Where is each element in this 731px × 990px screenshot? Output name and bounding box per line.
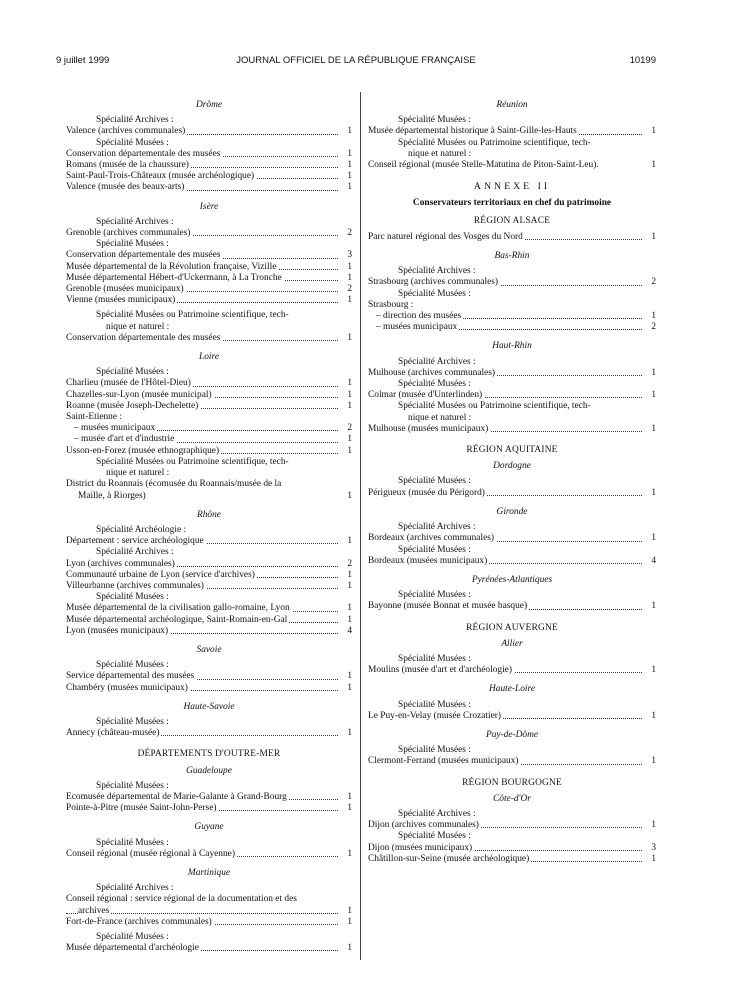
specialty-label: Spécialité Musées :	[96, 932, 169, 942]
list-item: Villeurbanne (archives communales) 1	[66, 580, 352, 591]
list-item: Clermont-Ferrand (musées municipaux) 1	[368, 756, 656, 767]
specialty-label: Spécialité Musées :	[398, 544, 471, 555]
list-item: Pointe-à-Pitre (musée Saint-John-Perse) 1	[66, 803, 352, 814]
section-heading-dom: DÉPARTEMENTS D'OUTRE-MER	[137, 749, 281, 760]
list-item: Vienne (musées municipaux) 1	[66, 295, 352, 306]
list-item: Conseil régional (musée Stelle-Matutina de Piton-Saint-Leu). 1	[368, 160, 656, 171]
list-item: Service départemental des musées 1	[66, 671, 352, 682]
list-item: Communauté urbaine de Lyon (service d'archives) 1	[66, 569, 352, 580]
specialty-label: Spécialité Musées :	[398, 699, 471, 710]
specialty-label: Spécialité Musées :	[398, 115, 471, 126]
list-item: Bordeaux (archives communales) 1	[368, 533, 656, 544]
specialty-label: Spécialité Musées :	[96, 716, 169, 727]
list-item: Chazelles-sur-Lyon (musée municipal) 1	[66, 389, 352, 400]
list-item: Dijon (musées municipaux) 3	[368, 842, 656, 853]
list-item: Musée départemental de la Révolution française, Vizille 1	[66, 261, 352, 272]
list-item: Périgueux (musée du Périgord) 1	[368, 487, 656, 498]
specialty-label-cont: nique et naturel :	[106, 321, 170, 332]
list-item: Annecy (château-musée) 1	[66, 728, 352, 739]
dept-heading-dordogne: Dordogne	[493, 461, 531, 472]
header-date: 9 juillet 1999	[56, 55, 110, 66]
list-item: Saint-Paul-Trois-Châteaux (musée archéologique) 1	[66, 171, 352, 182]
list-item: Le Puy-en-Velay (musée Crozatier) 1	[368, 710, 656, 721]
dept-heading-guadeloupe: Guadeloupe	[186, 765, 232, 776]
list-item: – musée d'art et d'industrie 1	[66, 434, 352, 445]
specialty-label: Spécialité Archives :	[96, 547, 174, 558]
header-page-number: 10199	[629, 55, 656, 66]
list-item: Châtillon-sur-Seine (musée archéologique) 1	[368, 853, 656, 864]
specialty-label-cont: nique et naturel :	[408, 412, 472, 423]
column-divider	[360, 92, 361, 960]
list-item: Conseil régional (musée régional à Cayenne) 1	[66, 848, 352, 859]
dept-heading-rhone: Rhône	[197, 509, 221, 520]
specialty-label: Spécialité Musées :	[398, 288, 471, 299]
list-item: – musées municipaux 2	[66, 423, 352, 434]
specialty-label: Spécialité Musées :	[398, 476, 471, 487]
specialty-label: Spécialité Musées :	[96, 239, 169, 250]
dept-heading-haute-savoie: Haute-Savoie	[183, 701, 235, 712]
dept-heading-puy-de-dome: Puy-de-Dôme	[485, 729, 539, 740]
list-item: Conservation départementale des musées 3	[66, 250, 352, 261]
dept-heading-haute-loire: Haute-Loire	[488, 684, 535, 695]
specialty-label: Spécialité Archéologie :	[96, 524, 187, 535]
header-journal-title: JOURNAL OFFICIEL DE LA RÉPUBLIQUE FRANÇAISE	[236, 55, 476, 66]
list-item: Strasbourg :	[368, 299, 414, 310]
specialty-label: Spécialité Musées ou Patrimoine scientifique, tech-	[96, 456, 289, 467]
list-item: Chambéry (musées municipaux) 1	[66, 682, 352, 693]
list-item: Moulins (musée d'art et d'archéologie) 1	[368, 665, 656, 676]
list-item-cont: Maille, à Riorges) 1	[78, 490, 352, 501]
dept-heading-martinique: Martinique	[187, 867, 231, 878]
region-heading-alsace: RÉGION ALSACE	[473, 215, 551, 226]
list-item: Musée départemental archéologique, Saint-Romain-en-Gal 1	[66, 614, 352, 625]
specialty-label: Spécialité Musées :	[96, 592, 169, 603]
specialty-label: Spécialité Musées :	[96, 660, 169, 671]
list-item: Bordeaux (musées municipaux) 4	[368, 555, 656, 566]
specialty-label: Spécialité Musées :	[398, 379, 471, 390]
dept-heading-allier: Allier	[501, 638, 523, 649]
region-heading-bourgogne: RÉGION BOURGOGNE	[462, 777, 562, 788]
specialty-label: Spécialité Archives :	[398, 808, 476, 819]
specialty-label: Spécialité Musées ou Patrimoine scientifique, tech-	[96, 310, 289, 321]
list-item: Bayonne (musée Bonnat et musée basque) 1	[368, 601, 656, 612]
dept-heading-haut-rhin: Haut-Rhin	[492, 341, 532, 352]
dept-heading-bas-rhin: Bas-Rhin	[494, 251, 530, 262]
list-item: Conservation départementale des musées 1	[66, 148, 352, 159]
specialty-label-cont: nique et naturel :	[106, 468, 170, 479]
list-item: Conservation départementale des musées 1	[66, 332, 352, 343]
dept-heading-loire: Loire	[199, 352, 219, 363]
specialty-label: Spécialité Archives :	[96, 216, 174, 227]
list-item: Roanne (musée Joseph-Dechelette) 1	[66, 400, 352, 411]
specialty-label: Spécialité Musées ou Patrimoine scientifique, tech-	[398, 137, 591, 148]
list-item: Musée départemental historique à Saint-Gille-les-Hauts 1	[368, 126, 656, 137]
list-item: Valence (musée des beaux-arts) 1	[66, 182, 352, 193]
page-header	[56, 55, 656, 69]
list-item: Usson-en-Forez (musée ethnographique) 1	[66, 445, 352, 456]
list-item: Département : service archéologique 1	[66, 536, 352, 547]
list-item: Grenoble (archives communales) 2	[66, 228, 352, 239]
list-item: Musée départemental Hébert-d'Uckermann, à La Tronche 1	[66, 272, 352, 283]
specialty-label: Spécialité Musées :	[96, 367, 169, 378]
specialty-label: Spécialité Archives :	[398, 356, 476, 367]
dept-heading-cote-dor: Côte-d'Or	[493, 793, 531, 804]
list-item: Mulhouse (musées municipaux) 1	[368, 423, 656, 434]
specialty-label: Spécialité Musées :	[96, 137, 169, 148]
right-column	[368, 100, 656, 865]
left-column	[66, 100, 352, 954]
list-item: Ecomusée départemental de Marie-Galante à Grand-Bourg 1	[66, 791, 352, 802]
specialty-label: Spécialité Musées :	[96, 837, 169, 848]
list-item: Parc naturel régional des Vosges du Nord 1	[368, 231, 656, 242]
dept-heading-gironde: Gironde	[496, 506, 528, 517]
list-item: Fort-de-France (archives communales) 1	[66, 916, 352, 927]
specialty-label: Spécialité Musées ou Patrimoine scientifique, tech-	[398, 401, 591, 412]
specialty-label: Spécialité Musées :	[398, 831, 471, 842]
list-item: Lyon (musées municipaux) 4	[66, 625, 352, 636]
list-item: Charlieu (musée de l'Hôtel-Dieu) 1	[66, 378, 352, 389]
list-item: Lyon (archives communales) 2	[66, 558, 352, 569]
dept-heading-drome: Drôme	[195, 100, 223, 110]
list-item: Valence (archives communales) 1	[66, 126, 352, 137]
dept-heading-isere: Isère	[199, 201, 219, 212]
specialty-label: Spécialité Musées :	[96, 780, 169, 791]
region-heading-aquitaine: RÉGION AQUITAINE	[466, 445, 558, 456]
region-heading-auvergne: RÉGION AUVERGNE	[466, 622, 558, 633]
specialty-label: Spécialité Archives :	[96, 883, 174, 894]
list-item: Musée départemental de la civilisation gallo-romaine, Lyon 1	[66, 603, 352, 614]
specialty-label: Spécialité Musées :	[398, 590, 471, 601]
specialty-label: Spécialité Musées :	[398, 653, 471, 664]
annex-subtitle: Conservateurs territoriaux en chef du patrimoine	[412, 198, 612, 209]
specialty-label: Spécialité Musées :	[398, 745, 471, 756]
dept-heading-savoie: Savoie	[196, 644, 222, 655]
list-item: Romans (musée de la chaussure) 1	[66, 160, 352, 171]
annex-title: ANNEXE II	[473, 181, 551, 193]
list-item: Saint-Etienne :	[66, 412, 122, 423]
list-item: Conseil régional : service régional de la documentation et des	[66, 894, 297, 905]
list-item: Grenoble (musées municipaux) 2	[66, 284, 352, 295]
list-item: Musée départemental d'archéologie 1	[66, 943, 352, 954]
list-item: – musées municipaux 2	[368, 322, 656, 333]
list-item-cont: archives 1	[66, 906, 352, 917]
dept-heading-reunion: Réunion	[496, 100, 528, 110]
dept-heading-pyrenees-atlantiques: Pyrénées-Atlantiques	[471, 574, 553, 585]
list-item: Colmar (musée d'Unterlinden) 1	[368, 390, 656, 401]
specialty-label: Spécialité Archives :	[398, 266, 476, 277]
specialty-label: Spécialité Archives :	[96, 115, 174, 126]
list-item: Strasbourg (archives communales) 2	[368, 277, 656, 288]
list-item: Mulhouse (archives communales) 1	[368, 367, 656, 378]
list-item: District du Roannais (écomusée du Roannais/musée de la	[66, 479, 282, 490]
list-item: Dijon (archives communales) 1	[368, 820, 656, 831]
specialty-label: Spécialité Archives :	[398, 522, 476, 533]
dept-heading-guyane: Guyane	[194, 822, 224, 833]
specialty-label-cont: nique et naturel :	[408, 148, 472, 159]
list-item: – direction des musées 1	[368, 311, 656, 322]
